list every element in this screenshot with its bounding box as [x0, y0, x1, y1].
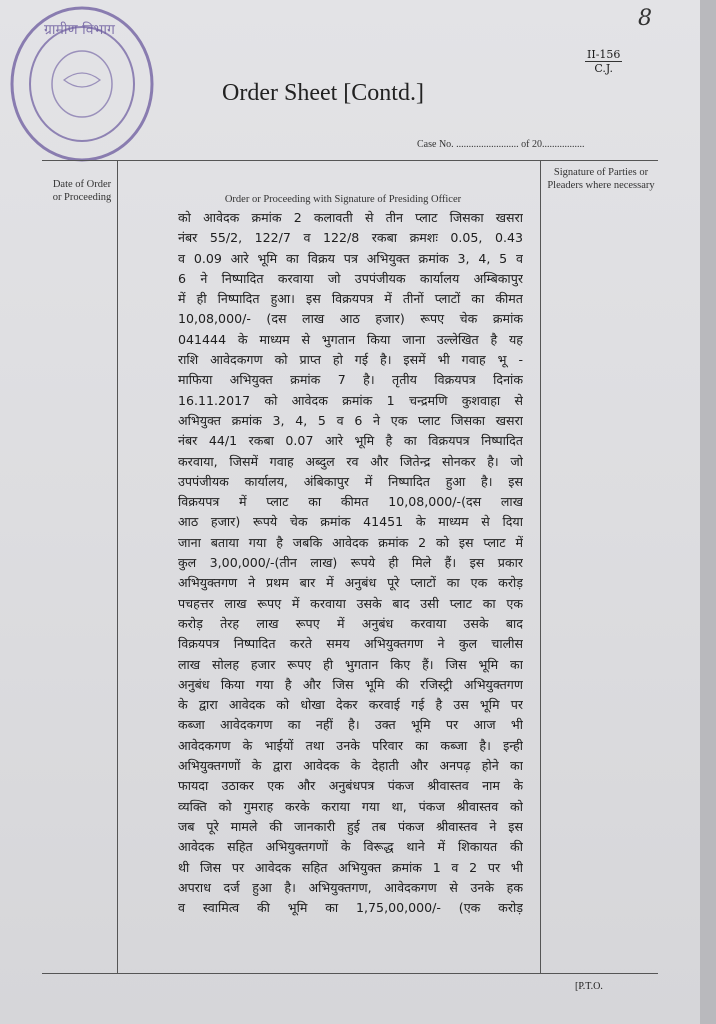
order-text-line: आवेदक सहित अभियुक्तगणों के विरूद्ध थाने में शिकायत की [178, 839, 523, 855]
table-bottom-rule [42, 973, 658, 974]
order-text-line: में ही निष्पादित हुआ। इस विक्रयपत्र में तीनों प्लाटों का कीमत [178, 291, 523, 307]
stamp-text: ग्रामीण विभाग [44, 22, 115, 38]
order-text-line: व स्वामित्व की भूमि का 1,75,00,000/- (एक करोड़ [178, 900, 523, 916]
order-text-line: विक्रयपत्र निष्पादित करते समय अभियुक्तगण ने कुल चालीस [178, 636, 523, 652]
order-text-line: करवाया, जिसमें गवाह अब्दुल रव और जितेन्द्र सोनकर है। जो [178, 453, 523, 469]
order-text-line: करोड़ तेरह लाख रूपए में अनुबंध करवाया उसके बाद [178, 615, 523, 631]
order-text-line: पचहत्तर लाख रूपए में करवाया उसके बाद उसी प्लाट का एक [178, 595, 523, 611]
page-title: Order Sheet [Contd.] [222, 80, 424, 106]
order-text-line: राशि आवेदकगण को प्राप्त हो गई है। इसमें भी गवाह भू - [178, 352, 523, 368]
order-text-line: आठ हजार) रूपये चेक क्रमांक 41451 के माध्यम से दिया [178, 514, 523, 530]
form-code-top: II-156 [587, 48, 621, 61]
order-text-line: 6 ने निष्पादित करवाया जो उपपंजीयक कार्यालय अम्बिकापुर [178, 270, 523, 286]
order-text-line: उपपंजीयक कार्यालय, अंबिकापुर में निष्पादित हुआ है। इस [178, 473, 523, 489]
order-text-line: के द्वारा आवेदक को धोखा देकर करवाई गई है उस भूमि पर [178, 697, 523, 713]
order-text-line: अभियुक्त क्रमांक 3, 4, 5 व 6 ने एक प्लाट जिसका खसरा [178, 412, 523, 428]
order-text-line: जाना बताया गया है जबकि आवेदक क्रमांक 2 को इस प्लाट में [178, 534, 523, 550]
column-divider-left [117, 160, 118, 973]
order-text-line: 041444 के माध्यम से भुगतान किया जाना उल्लेखित है यह [178, 331, 523, 347]
order-text-line: अभियुक्तगणों के द्वारा आवेदक के देहाती और अनपढ़ होने का [178, 758, 523, 774]
order-text-line: 10,08,000/- (दस लाख आठ हजार) रूपए चेक क्रमांक [178, 311, 523, 327]
order-text-line: लाख सोलह हजार रूपए ही भुगतान किए हैं। जिस भूमि का [178, 656, 523, 672]
order-text-line: थी जिस पर आवेदक सहित अभियुक्त क्रमांक 1 व 2 पर भी [178, 859, 523, 875]
column-header-order: Order or Proceeding with Signature of Presiding Officer [224, 194, 462, 205]
order-text-line: व्यक्ति को गुमराह करके कराया गया था, पंकज श्रीवास्तव को [178, 798, 523, 814]
order-text-line: नंबर 44/1 रकबा 0.07 आरे भूमि है का विक्रयपत्र निष्पादित [178, 433, 523, 449]
order-text-line: को आवेदक क्रमांक 2 कलावती से तीन प्लाट जिसका खसरा [178, 210, 523, 225]
page-number: 8 [638, 6, 652, 31]
order-text-line: नंबर 55/2, 122/7 व 122/8 रकबा क्रमशः 0.05, 0.43 [178, 230, 523, 246]
order-text-line: अभियुक्तगण ने प्रथम बार में अनुबंध पूरे प्लाटों का एक करोड़ [178, 575, 523, 591]
order-text-line: फायदा उठाकर एक और अनुबंधपत्र पंकज श्रीवास्तव नाम के [178, 778, 523, 794]
order-text-line: विक्रयपत्र में प्लाट का कीमत 10,08,000/-(दस लाख [178, 494, 523, 510]
order-text-line: आवेदकगण के भाईयों तथा उनके परिवार का कब्जा है। इन्ही [178, 737, 523, 753]
order-proceeding-text [178, 208, 523, 918]
order-text-line: कब्जा आवेदकगण का नहीं है। उक्त भूमि पर आज भी [178, 717, 523, 733]
column-divider-right [540, 160, 541, 973]
order-text-line: अनुबंध किया गया है और जिस भूमि की रजिस्ट्री अभियुक्तगण [178, 676, 523, 692]
case-number-label: Case No. ......................... of 20................. [417, 139, 585, 150]
column-header-signature: Signature of Parties or Pleaders where necessary [547, 167, 655, 191]
order-text-line: माफिया अभियुक्त क्रमांक 7 है। तृतीय विक्रयपत्र दिनांक [178, 372, 523, 388]
order-text-line: जब पूरे मामले की जानकारी हुई तब पंकज श्रीवास्तव ने इस [178, 818, 523, 834]
pto-label: [P.T.O. [575, 981, 603, 992]
order-text-line: कुल 3,00,000/-(तीन लाख) रूपये ही मिले हैं। इस प्रकार [178, 555, 523, 571]
order-text-line: अपराध दर्ज हुआ है। अभियुक्तगण, आवेदकगण से उनके हक [178, 879, 523, 895]
form-code [585, 48, 622, 75]
table-top-rule [42, 160, 658, 161]
court-seal-stamp [4, 2, 154, 162]
scan-edge [700, 0, 716, 1024]
form-code-bottom: C.J. [594, 62, 613, 75]
column-header-date: Date of Order or Proceeding [52, 179, 112, 203]
order-text-line: 16.11.2017 को आवेदक क्रमांक 1 चन्द्रमणि कुशवाहा से [178, 392, 523, 408]
order-text-line: व 0.09 आरे भूमि का विक्रय पत्र अभियुक्त क्रमांक 3, 4, 5 व [178, 250, 523, 266]
